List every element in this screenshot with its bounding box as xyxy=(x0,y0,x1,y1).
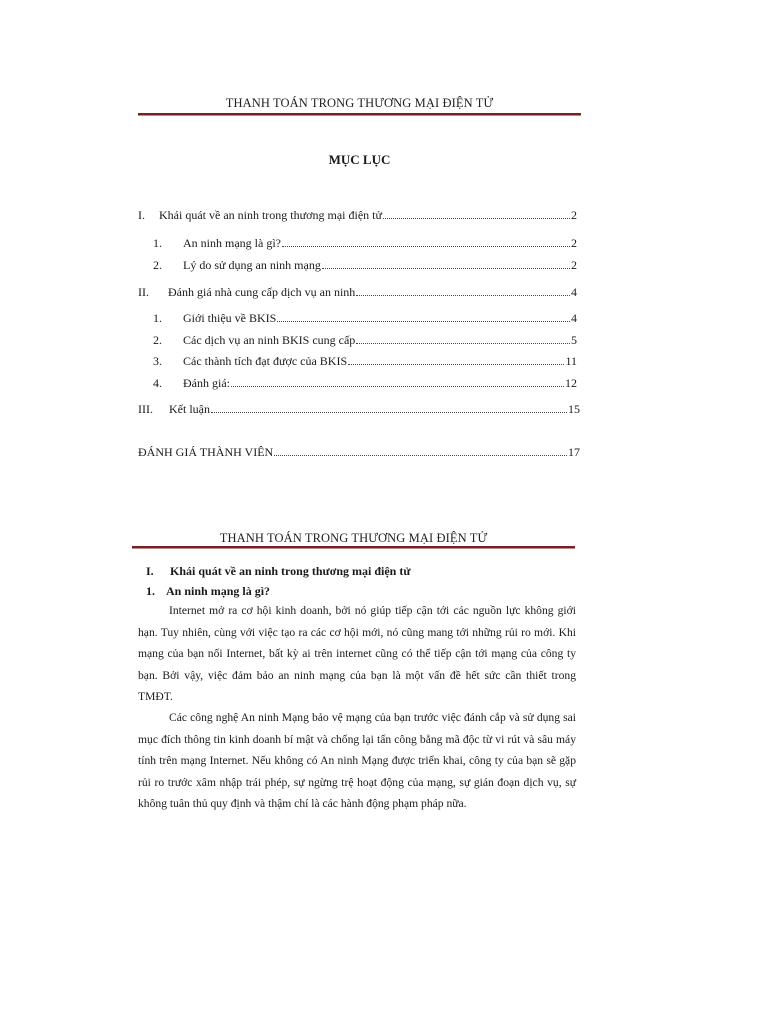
toc-entry-number: III. xyxy=(138,402,153,416)
toc-entry[interactable] xyxy=(153,376,577,391)
toc-entry-number: 2. xyxy=(153,333,162,347)
toc-entry-number: 1. xyxy=(153,236,162,250)
section-heading-number: I. xyxy=(146,564,154,578)
toc-entry-number: 1. xyxy=(153,311,162,325)
toc-entry-label: ĐÁNH GIÁ THÀNH VIÊN xyxy=(138,445,274,459)
toc-entry-page: 12 xyxy=(565,376,577,390)
subsection-heading-number: 1. xyxy=(146,584,155,598)
toc-entry[interactable] xyxy=(153,311,577,326)
toc-entry-page: 11 xyxy=(565,354,577,368)
toc-entry-number: 3. xyxy=(153,354,162,368)
section-heading xyxy=(146,564,411,579)
toc-entry-page: 15 xyxy=(568,402,580,416)
subsection-heading-text: An ninh mạng là gì? xyxy=(166,584,271,598)
toc-entry-label: Các dịch vụ an ninh BKIS cung cấp xyxy=(183,333,356,347)
toc-entry[interactable] xyxy=(153,236,577,251)
toc-entry[interactable] xyxy=(138,445,580,460)
toc-entry-label: Các thành tích đạt được của BKIS xyxy=(183,354,348,368)
toc-entry-number: 4. xyxy=(153,376,162,390)
body-paragraph: Các công nghệ An ninh Mạng bảo vệ mạng của bạn trước việc đánh cắp và sử dụng sai mục đích thông tin kinh doanh bí mật và chống lại tấn công bằng mã độc từ vi rút và sâu máy tính trên mạng Internet. Nếu không có An ninh Mạng được triển khai, công ty của bạn sẽ gặp rủi ro trước xâm nhập trái phép, sự ngừng trệ hoạt động của mạng, sự gián đoạn dịch vụ, sự không tuân thủ quy định và thậm chí là các hành động phạm pháp nữa. xyxy=(138,711,576,810)
page-header-title: THANH TOÁN TRONG THƯƠNG MẠI ĐIỆN TỬ xyxy=(225,96,494,110)
toc-entry-page: 2 xyxy=(571,236,577,250)
toc-leader-dots xyxy=(211,411,567,413)
toc-entry[interactable] xyxy=(138,285,577,300)
page-header-title: THANH TOÁN TRONG THƯƠNG MẠI ĐIỆN TỬ xyxy=(219,531,488,545)
toc-entry-number: 2. xyxy=(153,258,162,272)
toc-leader-dots xyxy=(348,363,564,365)
section-heading-text: Khái quát về an ninh trong thương mại điện tử xyxy=(170,564,411,578)
toc-entry-page: 17 xyxy=(568,445,580,459)
toc-entry[interactable] xyxy=(138,208,577,223)
toc-entry-page: 4 xyxy=(571,311,577,325)
toc-leader-dots xyxy=(277,320,570,322)
toc-entry-label: Giới thiệu về BKIS xyxy=(183,311,277,325)
toc-entry[interactable] xyxy=(153,333,577,348)
toc-entry-label: Kết luận xyxy=(169,402,210,416)
toc-entry-page: 2 xyxy=(571,258,577,272)
toc-entry[interactable] xyxy=(153,354,577,369)
toc-leader-dots xyxy=(282,245,570,247)
toc-leader-dots xyxy=(231,385,564,387)
toc-leader-dots xyxy=(356,294,570,296)
toc-entry-label: An ninh mạng là gì? xyxy=(183,236,281,250)
toc-entry[interactable] xyxy=(153,258,577,273)
toc-entry-number: I. xyxy=(138,208,145,222)
toc-entry-label: Lý do sử dụng an ninh mạng xyxy=(183,258,321,272)
toc-entry-label: Khái quát về an ninh trong thương mại điện tử xyxy=(159,208,382,222)
subsection-heading xyxy=(146,584,270,599)
toc-entry-page: 4 xyxy=(571,285,577,299)
toc-entry-page: 5 xyxy=(571,333,577,347)
toc-entry-page: 2 xyxy=(571,208,577,222)
toc-entry-label: Đánh giá nhà cung cấp dịch vụ an ninh xyxy=(168,285,356,299)
toc-leader-dots xyxy=(322,267,570,269)
body-paragraph: Internet mở ra cơ hội kinh doanh, bởi nó giúp tiếp cận tới các nguồn lực không giới hạn. Tuy nhiên, cùng với việc tạo ra các cơ hội mới, nó cũng mang tới những rủi ro mới. Khi mạng của bạn nối Internet, bất kỳ ai trên internet cũng có thể tiếp cận tới mạng của công ty bạn. Bởi vậy, việc đảm bảo an ninh mạng của bạn là một vấn đề hết sức cần thiết trong TMĐT. xyxy=(138,604,576,703)
toc-title: MỤC LỤC xyxy=(328,152,391,167)
toc-leader-dots xyxy=(356,342,570,344)
toc-entry-label: Đánh giá: xyxy=(183,376,230,390)
header-rule xyxy=(132,546,575,549)
toc-leader-dots xyxy=(383,217,570,219)
header-rule xyxy=(138,113,581,116)
toc-leader-dots xyxy=(274,454,567,456)
toc-entry-number: II. xyxy=(138,285,149,299)
toc-entry[interactable] xyxy=(138,402,580,417)
